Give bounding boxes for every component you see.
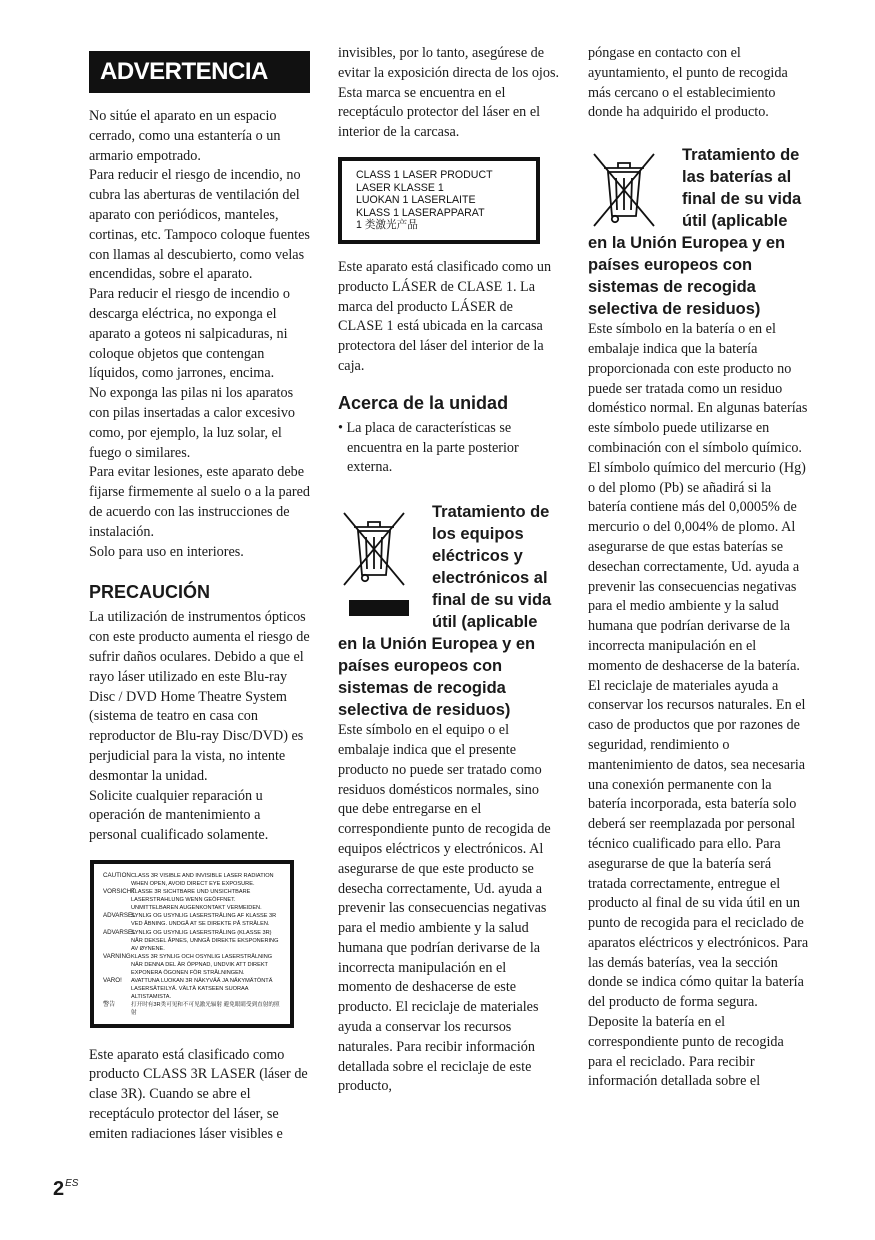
paragraph: Para reducir el riesgo de incendio, no cubra las aberturas de ventilación del aparato con periódicos, manteles, cortinas, etc. Tampoco coloque fuentes con llamas al descubierto, como velas encendidas, sobre el aparato. [89,167,310,283]
paragraph: Solicite cualquier reparación u operación de mantenimiento a personal cualificado solamente. [89,787,269,844]
battery-heading-rest: en la Unión Europea y en países europeos con sistemas de recogida selectiva de residuos) [588,234,786,319]
paragraph: Para reducir el riesgo de incendio o descarga eléctrica, no exponga el aparato a goteos ni salpicaduras, ni coloque objetos que contengan líquidos, como jarrones, encima. [89,286,290,382]
warning-row: VARO! AVATTUNA LUOKAN 3R NÄKYVÄÄ JA NÄKYMÄTÖNTÄ LASERSÄTEILYÄ. VÄLTÄ KATSEEN SUORAA ALTISTAMISTA. [103,977,273,1001]
warning-row: ADVARSEL SYNLIG OG USYNLIG LASERSTRÅLING AF KLASSE 3R VED ÅBNING. UNDGÅ AT SE DIREKTE PÅ STRÅLEN. [103,912,277,928]
paragraph: invisibles, por lo tanto, asegúrese de evitar la exposición directa de los ojos. [338,45,560,81]
battery-section [588,144,810,1092]
warning-row: 警告 打开时有3R类可见和不可见激光辐射 避免眼睛受到直射的照射 [103,1001,280,1017]
warning-banner: ADVERTENCIA [89,51,310,93]
paragraph: Solo para uso en interiores. [89,543,244,560]
weee-heading-line: final de su vida [432,591,552,610]
weee-heading-line: útil (aplicable [432,613,538,632]
battery-heading-line: las baterías al [682,168,792,187]
paragraph: Esta marca se encuentra en el receptáculo protector del láser en el interior de la carcasa. [338,84,541,141]
weee-heading-line: los equipos [432,525,524,544]
paragraph: No exponga las pilas ni los aparatos con pilas insertadas a calor excesivo como, por ejemplo, la luz solar, el fuego o similares. [89,385,296,461]
crossed-bin-icon [338,505,410,617]
paragraph: Este símbolo en la batería o en el embalaje indica que la batería proporcionada con este producto no puede ser tratada como un residuo doméstico normal. En algunas baterías este símbolo puede utilizarse en combinación con el símbolo químico. El símbolo químico del mercurio (Hg) o del plomo (Pb) se añadirá si la batería contiene más del 0,0005% de mercurio o del 0,004% de plomo. Al asegurarse de que estas baterías se desechan correctamente, Ud. ayuda a prevenir las consecuencias negativas para el medio ambiente y la salud humana que podrían derivarse de la incorrecta manipulación en el momento de deshacerse de la batería. El reciclaje de materiales ayuda a conservar los recursos naturales. En el caso de productos que por razones de seguridad, rendimiento o mantenimiento de datos, sea necesaria una conexión permanente con la batería incorporada, esta batería solo deberá ser reemplazada por personal técnico cualificado para ello. Para asegurarse de que la batería será tratada correctamente, entregue el producto al final de su vida útil en un punto de recogida para el reciclado de aparatos eléctricos y electrónicos. Para las demás baterías, vea la sección donde se indica cómo quitar la batería del producto de forma segura. Deposite la batería en el correspondiente punto de recogida para el reciclado. Para recibir información detallada sobre el [588,321,809,1090]
paragraph: Este símbolo en el equipo o el embalaje indica que el presente producto no puede ser tratado como residuos domésticos normales, sino que debe entregarse en el correspondiente punto de recogida de equipos eléctricos y electrónicos. Al asegurarse de que este producto se desecha correctamente, Ud. ayuda a prevenir las consecuencias negativas para el medio ambiente y la salud humana que podrían derivarse de la incorrecta manipulación en el momento de deshacerse de este producto. El reciclaje de materiales ayuda a conservar los recursos naturales. Para recibir información detallada sobre el reciclaje de este producto, [338,722,551,1095]
class1-laser-label: CLASS 1 LASER PRODUCT LASER KLASSE 1 LUOKAN 1 LASERLAITE KLASS 1 LASERAPPARAT 1 类激光产品 [338,157,540,244]
paragraph: póngase en contacto con el ayuntamiento, el punto de recogida más cercano o el establecimiento donde ha adquirido el producto. [588,45,788,121]
warning-row: CAUTION CLASS 3R VISIBLE AND INVISIBLE LASER RADIATION WHEN OPEN, AVOID DIRECT EYE EXPOSURE. [103,871,274,887]
weee-heading-line: electrónicos al [432,569,548,588]
warning-row: VORSICHT KLASSE 3R SICHTBARE UND UNSICHTBARE LASERSTRAHLUNG WENN GEÖFFNET. UNMITTELBAREN AUGENKONTAKT VERMEIDEN. [103,888,262,912]
battery-heading-line: Tratamiento de [682,146,800,165]
crossed-bin-icon [588,150,660,230]
weee-section [338,501,560,1097]
bullet-item: • La placa de características se encuentra en la parte posterior externa. [338,419,519,476]
laser-warning-label [90,860,294,1028]
battery-heading-line: útil (aplicable [682,212,788,231]
paragraph: No sitúe el aparato en un espacio cerrado, como una estantería o un armario empotrado. [89,108,281,164]
page-language-suffix: ES [65,1178,79,1189]
paragraph: La utilización de instrumentos ópticos con este producto aumenta el riesgo de sufrir daños oculares. Debido a que el rayo láser utilizado en este Blu-ray Disc / DVD Home Theatre System (sistema de teatro en casa con reproductor de Blu-ray Disc/DVD) es perjudicial para la vista, no intente desmontar la unidad. [89,609,310,784]
battery-heading-line: final de su vida [682,190,802,209]
page-number: $2^{ES}$ [53,1178,79,1200]
weee-heading-line: eléctricos y [432,547,523,566]
paragraph: Este aparato está clasificado como producto CLASS 3R LASER (láser de clase 3R). Cuando se abre el receptáculo protector del láser, se emiten radiaciones láser visibles e [89,1046,308,1142]
column-3 [588,44,810,1092]
unit-heading: Acerca de la unidad [338,392,509,413]
paragraph: Este aparato está clasificado como un producto LÁSER de CLASE 1. La marca del producto LÁSER de CLASE 1 está ubicada en la carcasa protectora del láser del interior de la caja. [338,258,552,374]
column-2 [338,44,560,1097]
column-1 [89,44,310,1145]
warning-row: VARNING KLASS 3R SYNLIG OCH OSYNLIG LASERSTRÅLNING NÄR DENNA DEL ÄR ÖPPNAD, UNDVIK ATT DIREKT EXPONERA ÖGONEN FÖR STRÅLNINGEN. [103,952,273,977]
warning-row: ADVARSEL SYNLIG OG USYNLIG LASERSTRÅLING (KLASSE 3R) NÅR DEKSEL ÅPNES, UNNGÅ DIREKTE EKSPONERING AV ØYNENE. [103,928,279,952]
paragraph: Para evitar lesiones, este aparato debe fijarse firmemente al suelo o a la pared de acuerdo con las instrucciones de instalación. [89,464,310,540]
precaution-heading: PRECAUCIÓN [89,582,211,603]
weee-heading-rest: en la Unión Europea y en países europeos con sistemas de recogida selectiva de residuos) [338,635,536,720]
weee-heading-line: Tratamiento de [432,503,550,522]
